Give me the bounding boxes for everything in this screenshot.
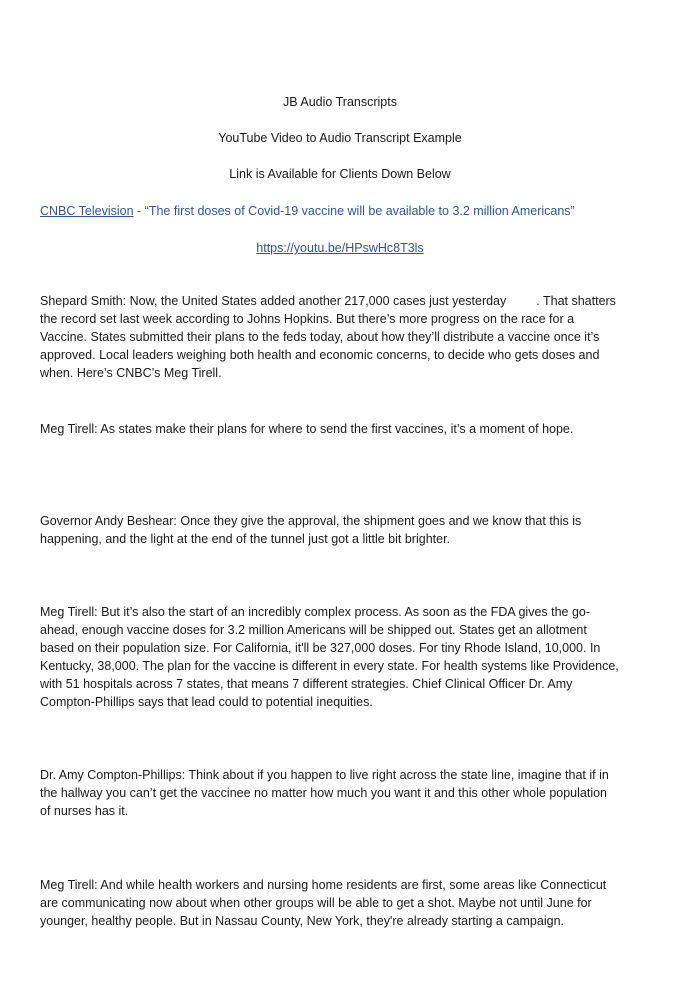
document-subtitle: YouTube Video to Audio Transcript Example [218, 131, 462, 145]
transcript-line: of nurses has it. [40, 804, 129, 818]
transcript-paragraph [40, 603, 650, 711]
channel-link[interactable]: CNBC Television [40, 204, 134, 218]
transcript-line: Meg Tirell: And while health workers and nursing home residents are first, some areas like Connecticut [40, 878, 607, 892]
transcript-line: ahead, enough vaccine doses for 3.2 million Americans will be shipped out. States get an allotment [40, 623, 587, 637]
document-title: JB Audio Transcripts [283, 95, 397, 109]
transcript-paragraph [40, 766, 650, 820]
transcript-line: Meg Tirell: As states make their plans for where to send the first vaccines, it’s a moment of hope. [40, 422, 574, 436]
source-separator: - [133, 204, 145, 218]
transcript-paragraph [40, 876, 650, 930]
transcript-line: are communicating now about when other groups will be able to get a shot. Maybe not until June for [40, 896, 592, 910]
transcript-line: Governor Andy Beshear: Once they give the approval, the shipment goes and we know that this is [40, 514, 582, 528]
source-line [40, 203, 660, 219]
video-url-line [0, 240, 680, 256]
transcript-paragraph [40, 420, 650, 438]
transcript-line: Dr. Amy Compton-Phillips: Think about if you happen to live right across the state line, imagine that if in [40, 768, 609, 782]
link-note: Link is Available for Clients Down Below [229, 167, 451, 181]
transcript-line: happening, and the light at the end of the tunnel just got a little bit brighter. [40, 532, 451, 546]
transcript-line: the record set last week according to Johns Hopkins. But there’s more progress on the race for a [40, 312, 575, 326]
video-url-link[interactable]: https://youtu.be/HPswHc8T3ls [256, 241, 424, 255]
transcript-line: Kentucky, 38,000. The plan for the vaccine is different in every state. For health systems like Providence, [40, 659, 619, 673]
transcript-line: younger, healthy people. But in Nassau County, New York, they're already starting a campaign. [40, 914, 564, 928]
transcript-line: Vaccine. States submitted their plans to the feds today, about how they’ll distribute a vaccine once it’s [40, 330, 600, 344]
transcript-paragraph [40, 292, 650, 382]
video-headline: “The first doses of Covid-19 vaccine will be available to 3.2 million Americans” [144, 204, 575, 218]
transcript-line: the hallway you can’t get the vaccinee no matter how much you want it and this other whole population [40, 786, 608, 800]
transcript-line: based on their population size. For California, it'll be 327,000 doses. For tiny Rhode Island, 10,000. In [40, 641, 601, 655]
transcript-line: with 51 hospitals across 7 states, that means 7 different strategies. Chief Clinical Officer Dr. Amy [40, 677, 573, 691]
transcript-paragraph [40, 512, 650, 548]
transcript-line: Compton-Phillips says that lead could to potential inequities. [40, 695, 373, 709]
transcript-line: approved. Local leaders weighing both health and economic concerns, to decide who gets doses and [40, 348, 600, 362]
transcript-line: Meg Tirell: But it’s also the start of an incredibly complex process. As soon as the FDA gives the go- [40, 605, 591, 619]
transcript-line: when. Here’s CNBC’s Meg Tirell. [40, 366, 222, 380]
transcript-line: Shepard Smith: Now, the United States added another 217,000 cases just yesterday . That shatters [40, 294, 616, 308]
